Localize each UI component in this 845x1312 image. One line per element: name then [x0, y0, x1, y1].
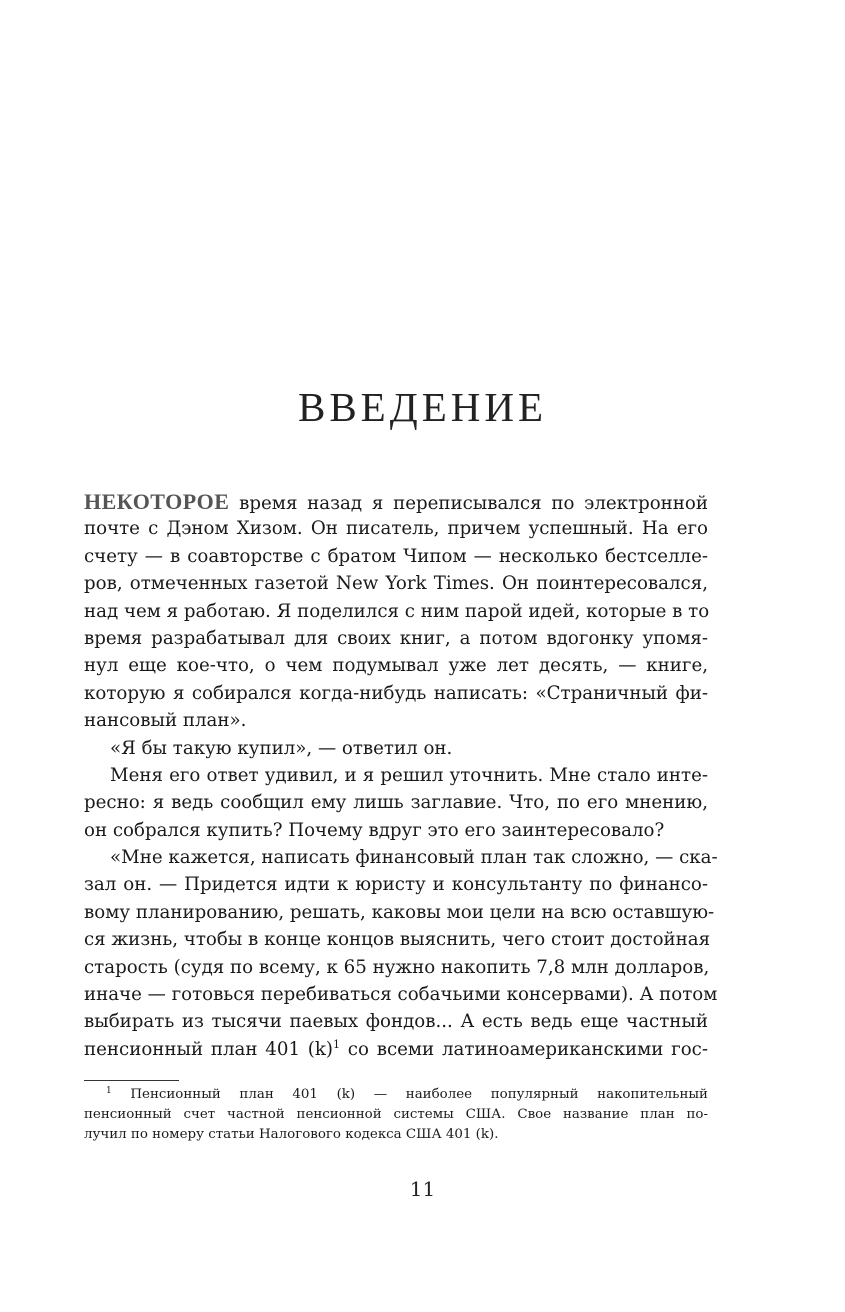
- paragraph-line: вому планированию, решать, каковы мои цели на всю оставшую-: [84, 901, 715, 923]
- paragraph-line: счету — в соавторстве с братом Чипом — несколько бестселле-: [84, 545, 708, 567]
- paragraph-line: нул еще кое-что, о чем подумывал уже лет десять, — книге,: [84, 655, 708, 677]
- page-number: 11: [409, 1177, 436, 1201]
- paragraph-line: зал он. — Придется идти к юристу и консультанту по финансо-: [84, 874, 708, 896]
- paragraph-line: ресно: я ведь сообщил ему лишь заглавие. Что, по его мнению,: [84, 792, 708, 814]
- paragraph-line: пенсионный план 401 $(k)^1$ со всеми латиноамериканскими гос-: [84, 1037, 708, 1060]
- paragraph-line: НЕКОТОРОЕ время назад я переписывался по электронной: [84, 489, 708, 514]
- footnote-line: $^1$ Пенсионный план 401 (k) — наиболее популярный накопительный: [106, 1086, 708, 1102]
- paragraph-line: он собрался купить? Почему вдруг это его заинтересовало?: [84, 819, 665, 841]
- paragraph-line: над чем я работаю. Я поделился с ним парой идей, которые в то: [84, 600, 710, 622]
- paragraph-line: «Мне кажется, написать финансовый план так сложно, — ска-: [110, 847, 718, 869]
- paragraph-line: нансовый план».: [84, 710, 247, 732]
- footnote-line: пенсионный счет частной пенсионной системы США. Свое название план по-: [84, 1107, 708, 1122]
- paragraph-line: Меня его ответ удивил, и я решил уточнить. Мне стало инте-: [110, 764, 708, 786]
- footnote-marker: 1: [106, 1086, 112, 1096]
- paragraph-line: время разрабатывал для своих книг, а потом вдогонку упомя-: [84, 627, 708, 649]
- paragraph-line: ся жизнь, чтобы в конце концов выяснить, чего стоит достойная: [84, 929, 711, 951]
- body-text: [84, 488, 718, 1063]
- footnote-line: лучил по номеру статьи Налогового кодекса США 401 (k).: [84, 1127, 499, 1142]
- paragraph-line: выбирать из тысячи паевых фондов... А есть ведь еще частный: [84, 1011, 708, 1033]
- paragraph-line: «Я бы такую купил», — ответил он.: [110, 737, 453, 759]
- footnote: [84, 1085, 708, 1145]
- footnote-divider: [84, 1080, 179, 1081]
- paragraph-line: старость (судя по всему, к 65 нужно накопить 7,8 млн долларов,: [84, 956, 710, 978]
- paragraph-line: почте с Дэном Хизом. Он писатель, причем успешный. На его: [84, 518, 708, 540]
- chapter-title: ВВЕДЕНИЕ: [297, 384, 547, 430]
- footnote-reference[interactable]: 1: [333, 1037, 341, 1051]
- paragraph-line: ров, отмеченных газетой New York Times. Он поинтересовался,: [84, 573, 708, 595]
- dropcap-word: НЕКОТОРОЕ: [84, 489, 230, 514]
- paragraph-line: иначе — готовься перебиваться собачьими консервами). А потом: [84, 984, 718, 1006]
- paragraph-line: которую я собирался когда-нибудь написать: «Страничный фи-: [84, 682, 708, 704]
